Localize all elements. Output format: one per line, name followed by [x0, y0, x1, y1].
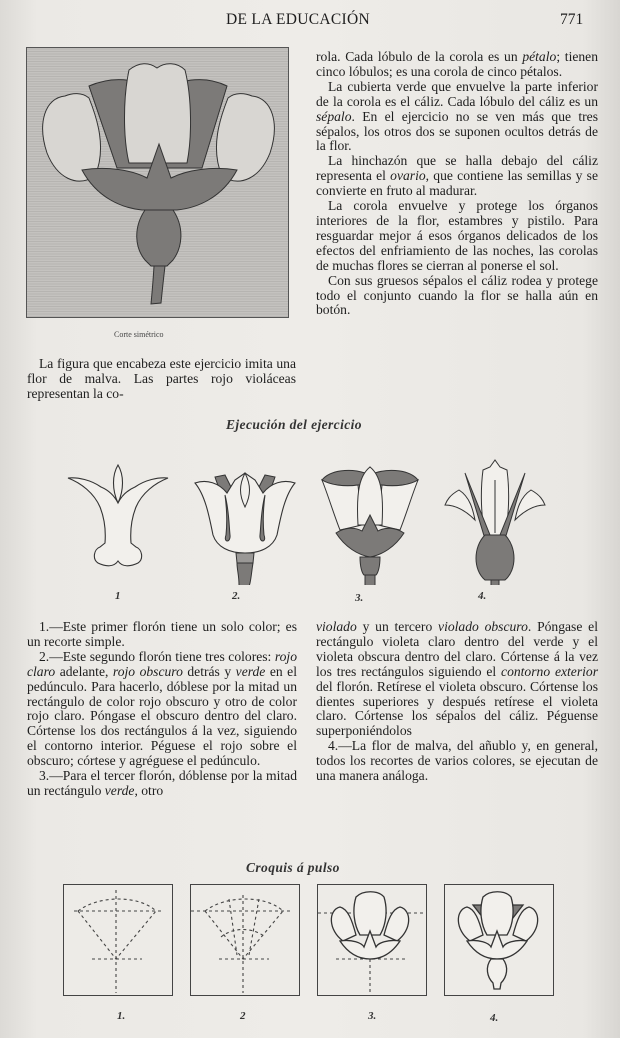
paragraph: La hinchazón que se halla debajo del cáliz representa el ovario, que contiene las semillas y se convierte en fruto al madurar.	[316, 153, 598, 199]
figure-label: 1	[115, 590, 121, 602]
paragraph: Con sus gruesos sépalos el cáliz rodea y protege todo el conjunto cuando la flor se halla aún en botón.	[316, 272, 598, 318]
paragraph: La corola envuelve y protege los órganos interiores de la flor, estambres y pistilo. Para resguardar mejor á esos órganos delicados de los efectos del enfriamiento de las noches, las corolas de muchas flores se cierran al ponerse el sol.	[316, 198, 598, 273]
running-title: DE LA EDUCACIÓN	[226, 11, 370, 28]
page-number: 771	[560, 11, 584, 28]
sketch-label: 1.	[117, 1010, 126, 1022]
sketch-box-2	[190, 884, 300, 996]
paragraph: La cubierta verde que envuelve la parte inferior de la corola es el cáliz. Cada lóbulo del cáliz es un sépalo. En el ejercicio no se ven más que tres sépalos, los otros dos se suponen ocultos detrás de la flor.	[316, 78, 598, 154]
sketch-box-1	[63, 884, 173, 996]
sketch-label: 4.	[490, 1012, 499, 1024]
instructions-left-column	[27, 620, 297, 799]
instructions-right-column	[316, 620, 598, 784]
top-figure	[26, 47, 289, 318]
intro-right-column	[316, 50, 598, 318]
paragraph: 3.—Para el tercer florón, dóblense por la mitad un rectángulo verde, otro	[27, 768, 297, 798]
sketch-flower-complete-icon	[445, 885, 552, 994]
paragraph: La figura que encabeza este ejercicio imita una flor de malva. Las partes rojo violáceas representan la co-	[27, 356, 296, 401]
sketch-heading: Croquis á pulso	[246, 860, 340, 875]
floron-three-colors-icon	[195, 473, 295, 585]
intro-left-column	[27, 357, 296, 402]
paragraph: 2.—Este segundo florón tiene tres colores: rojo claro adelante, rojo obscuro detrás y verde en el pedúnculo. Para hacerlo, dóblese por la mitad un rectángulo de color rojo obscuro y otro de color rojo claro. Póngase el obscuro dentro del claro. Córtense los dos rectángulos á la vez, siguiendo el contorno interior. Péguese el rojo sobre el obscuro; córtese y agréguese el pedúnculo.	[27, 648, 297, 769]
sketch-fan-subdivided-icon	[191, 885, 298, 994]
sketch-flower-outline-icon	[318, 885, 425, 994]
sketch-fan-outline-icon	[64, 885, 171, 994]
figure-label: 3.	[355, 592, 364, 604]
execution-figures	[60, 435, 560, 585]
sketch-label: 3.	[368, 1010, 377, 1022]
malva-flower-ovary-icon	[445, 460, 545, 585]
figure-caption: Corte simétrico	[114, 330, 164, 339]
paragraph: 4.—La flor de malva, del añublo y, en general, todos los recortes de varios colores, se ejecutan de una manera análoga.	[316, 738, 598, 784]
paragraph: violado y un tercero violado obscuro. Póngase el rectángulo violeta claro dentro del verde y el violeta obscura dentro del claro. Córtense á la vez los tres rectángulos siguiendo el contorno exterior del florón. Retírese el violeta obscuro. Córtense los dientes superiores y después retírese el violeta claro. Córtense los sépalos del cáliz. Péguense superponiéndolos	[316, 619, 598, 739]
sketch-box-3	[317, 884, 427, 996]
paragraph: 1.—Este primer florón tiene un solo color; es un recorte simple.	[27, 619, 297, 649]
floron-calyx-icon	[322, 467, 418, 585]
sketch-label: 2	[240, 1010, 246, 1022]
figure-label: 4.	[478, 590, 487, 602]
malva-flower-section-icon	[27, 48, 290, 319]
execution-heading: Ejecución del ejercicio	[226, 417, 362, 432]
paragraph: rola. Cada lóbulo de la corola es un pétalo; tienen cinco lóbulos; es una corola de cinco pétalos.	[316, 49, 599, 79]
figure-label: 2.	[232, 590, 241, 602]
floron-single-color-icon	[68, 465, 168, 566]
running-head	[0, 11, 620, 31]
sketch-box-4	[444, 884, 554, 996]
